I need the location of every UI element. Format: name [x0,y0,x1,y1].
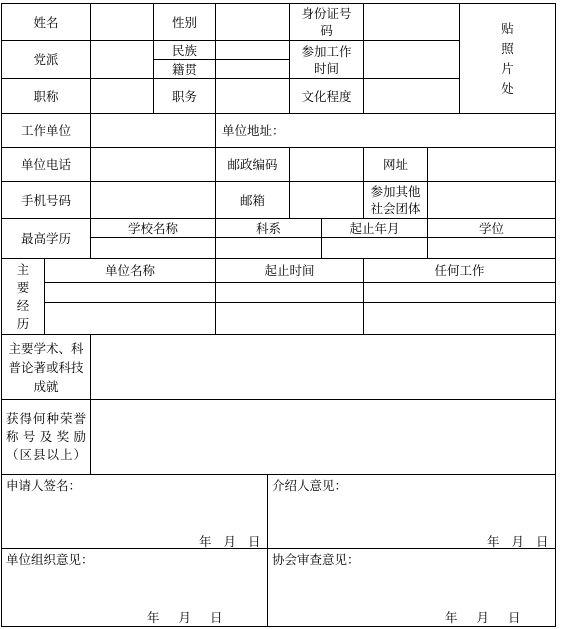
gender-field[interactable] [215,3,289,40]
party-label: 党派 [1,40,90,78]
organization-date-day: 日 [210,610,223,625]
applicant-date-month: 月 [223,534,237,549]
id-number-field[interactable] [363,3,459,40]
education-period-field[interactable] [321,237,427,258]
photo-char-2: 照 [501,40,514,56]
name-label: 姓名 [1,3,90,40]
experience-header-period: 起止时间 [215,258,363,282]
email-field[interactable] [289,181,363,218]
native-place-field[interactable] [215,59,289,78]
education-degree-field[interactable] [427,237,555,258]
postal-code-label: 邮政编码 [215,147,289,181]
ethnicity-label: 民族 [153,40,215,59]
email-label: 邮箱 [215,181,289,218]
work-start-label [289,40,363,78]
experience-row-2-employer[interactable] [44,302,215,334]
applicant-date [199,532,261,550]
education-level-field[interactable] [363,78,459,113]
experience-row-2-role[interactable] [363,302,555,334]
organization-opinion-box[interactable] [1,548,267,626]
title-label: 职称 [1,78,90,113]
organization-opinion-label: 单位组织意见： [6,552,94,567]
photo-char-1: 贴 [501,20,514,36]
other-orgs-label-text: 参加其他社会团体 [370,184,421,216]
postal-code-field[interactable] [289,147,363,181]
experience-char-1: 主 [16,261,30,277]
applicant-date-day: 日 [248,534,261,549]
association-date [445,608,521,626]
work-phone-label: 单位电话 [1,147,90,181]
experience-row-2-period[interactable] [215,302,363,334]
party-field[interactable] [90,40,153,78]
organization-date-month: 月 [178,610,192,625]
academic-achievements-field[interactable] [90,334,555,399]
website-field[interactable] [427,147,555,181]
experience-char-2: 要 [16,279,30,295]
experience-header-role: 任何工作 [363,258,555,282]
website-label: 网址 [363,147,427,181]
education-school-field[interactable] [90,237,215,258]
introducer-date-year: 年 [487,534,500,549]
id-number-label [289,3,363,40]
applicant-date-year: 年 [199,534,212,549]
mobile-label: 手机号码 [1,181,90,218]
organization-date-year: 年 [147,610,160,625]
introducer-opinion-label: 介绍人意见： [272,478,348,493]
academic-achievements-text: 主要学术、科普论著或科技成就 [8,340,84,394]
name-field[interactable] [90,3,153,40]
education-header-department: 科系 [215,218,321,237]
employer-address-label: 单位地址： [222,123,285,138]
honors-field[interactable] [90,399,555,474]
experience-row-1-period[interactable] [215,282,363,302]
table-right-border [555,3,556,627]
association-review-label: 协会审查意见： [272,552,360,567]
mobile-field[interactable] [90,181,215,218]
other-orgs-label [363,181,427,218]
education-header-degree: 学位 [427,218,555,237]
honors-label [1,399,90,474]
experience-char-3: 经 [16,297,30,313]
experience-row-1-employer[interactable] [44,282,215,302]
position-label: 职务 [153,78,215,113]
id-number-label-text: 身份证号码 [301,6,352,38]
photo-area[interactable] [459,3,555,113]
education-header-period: 起止年月 [321,218,427,237]
other-orgs-field[interactable] [427,181,555,218]
photo-char-4: 处 [501,80,514,96]
association-date-month: 月 [476,610,490,625]
experience-row-1-role[interactable] [363,282,555,302]
education-level-label: 文化程度 [289,78,363,113]
introducer-date-month: 月 [511,534,525,549]
position-field[interactable] [215,78,289,113]
applicant-signature-label: 申请人签名： [6,478,82,493]
native-place-label: 籍贯 [153,59,215,78]
table-bottom-border [1,626,556,627]
work-start-field[interactable] [363,40,459,78]
experience-char-4: 历 [16,315,30,331]
education-header-school: 学校名称 [90,218,215,237]
employer-address-field[interactable] [215,113,555,147]
work-start-label-text: 参加工作时间 [301,43,352,76]
gender-label: 性别 [153,3,215,40]
organization-date [147,608,223,626]
education-label: 最高学历 [1,218,90,258]
employer-label: 工作单位 [1,113,90,147]
experience-header-employer: 单位名称 [44,258,215,282]
ethnicity-field[interactable] [215,40,289,59]
work-phone-field[interactable] [90,147,215,181]
title-field[interactable] [90,78,153,113]
honors-text: 获得何种荣誉称号及奖励（区县以上） [6,411,86,462]
introducer-date [487,532,549,550]
education-department-field[interactable] [215,237,321,258]
association-date-day: 日 [508,610,521,625]
association-date-year: 年 [445,610,458,625]
photo-char-3: 片 [501,60,514,76]
academic-achievements-label [1,334,90,399]
introducer-date-day: 日 [536,534,549,549]
employer-field[interactable] [90,113,215,147]
experience-label [1,258,44,334]
